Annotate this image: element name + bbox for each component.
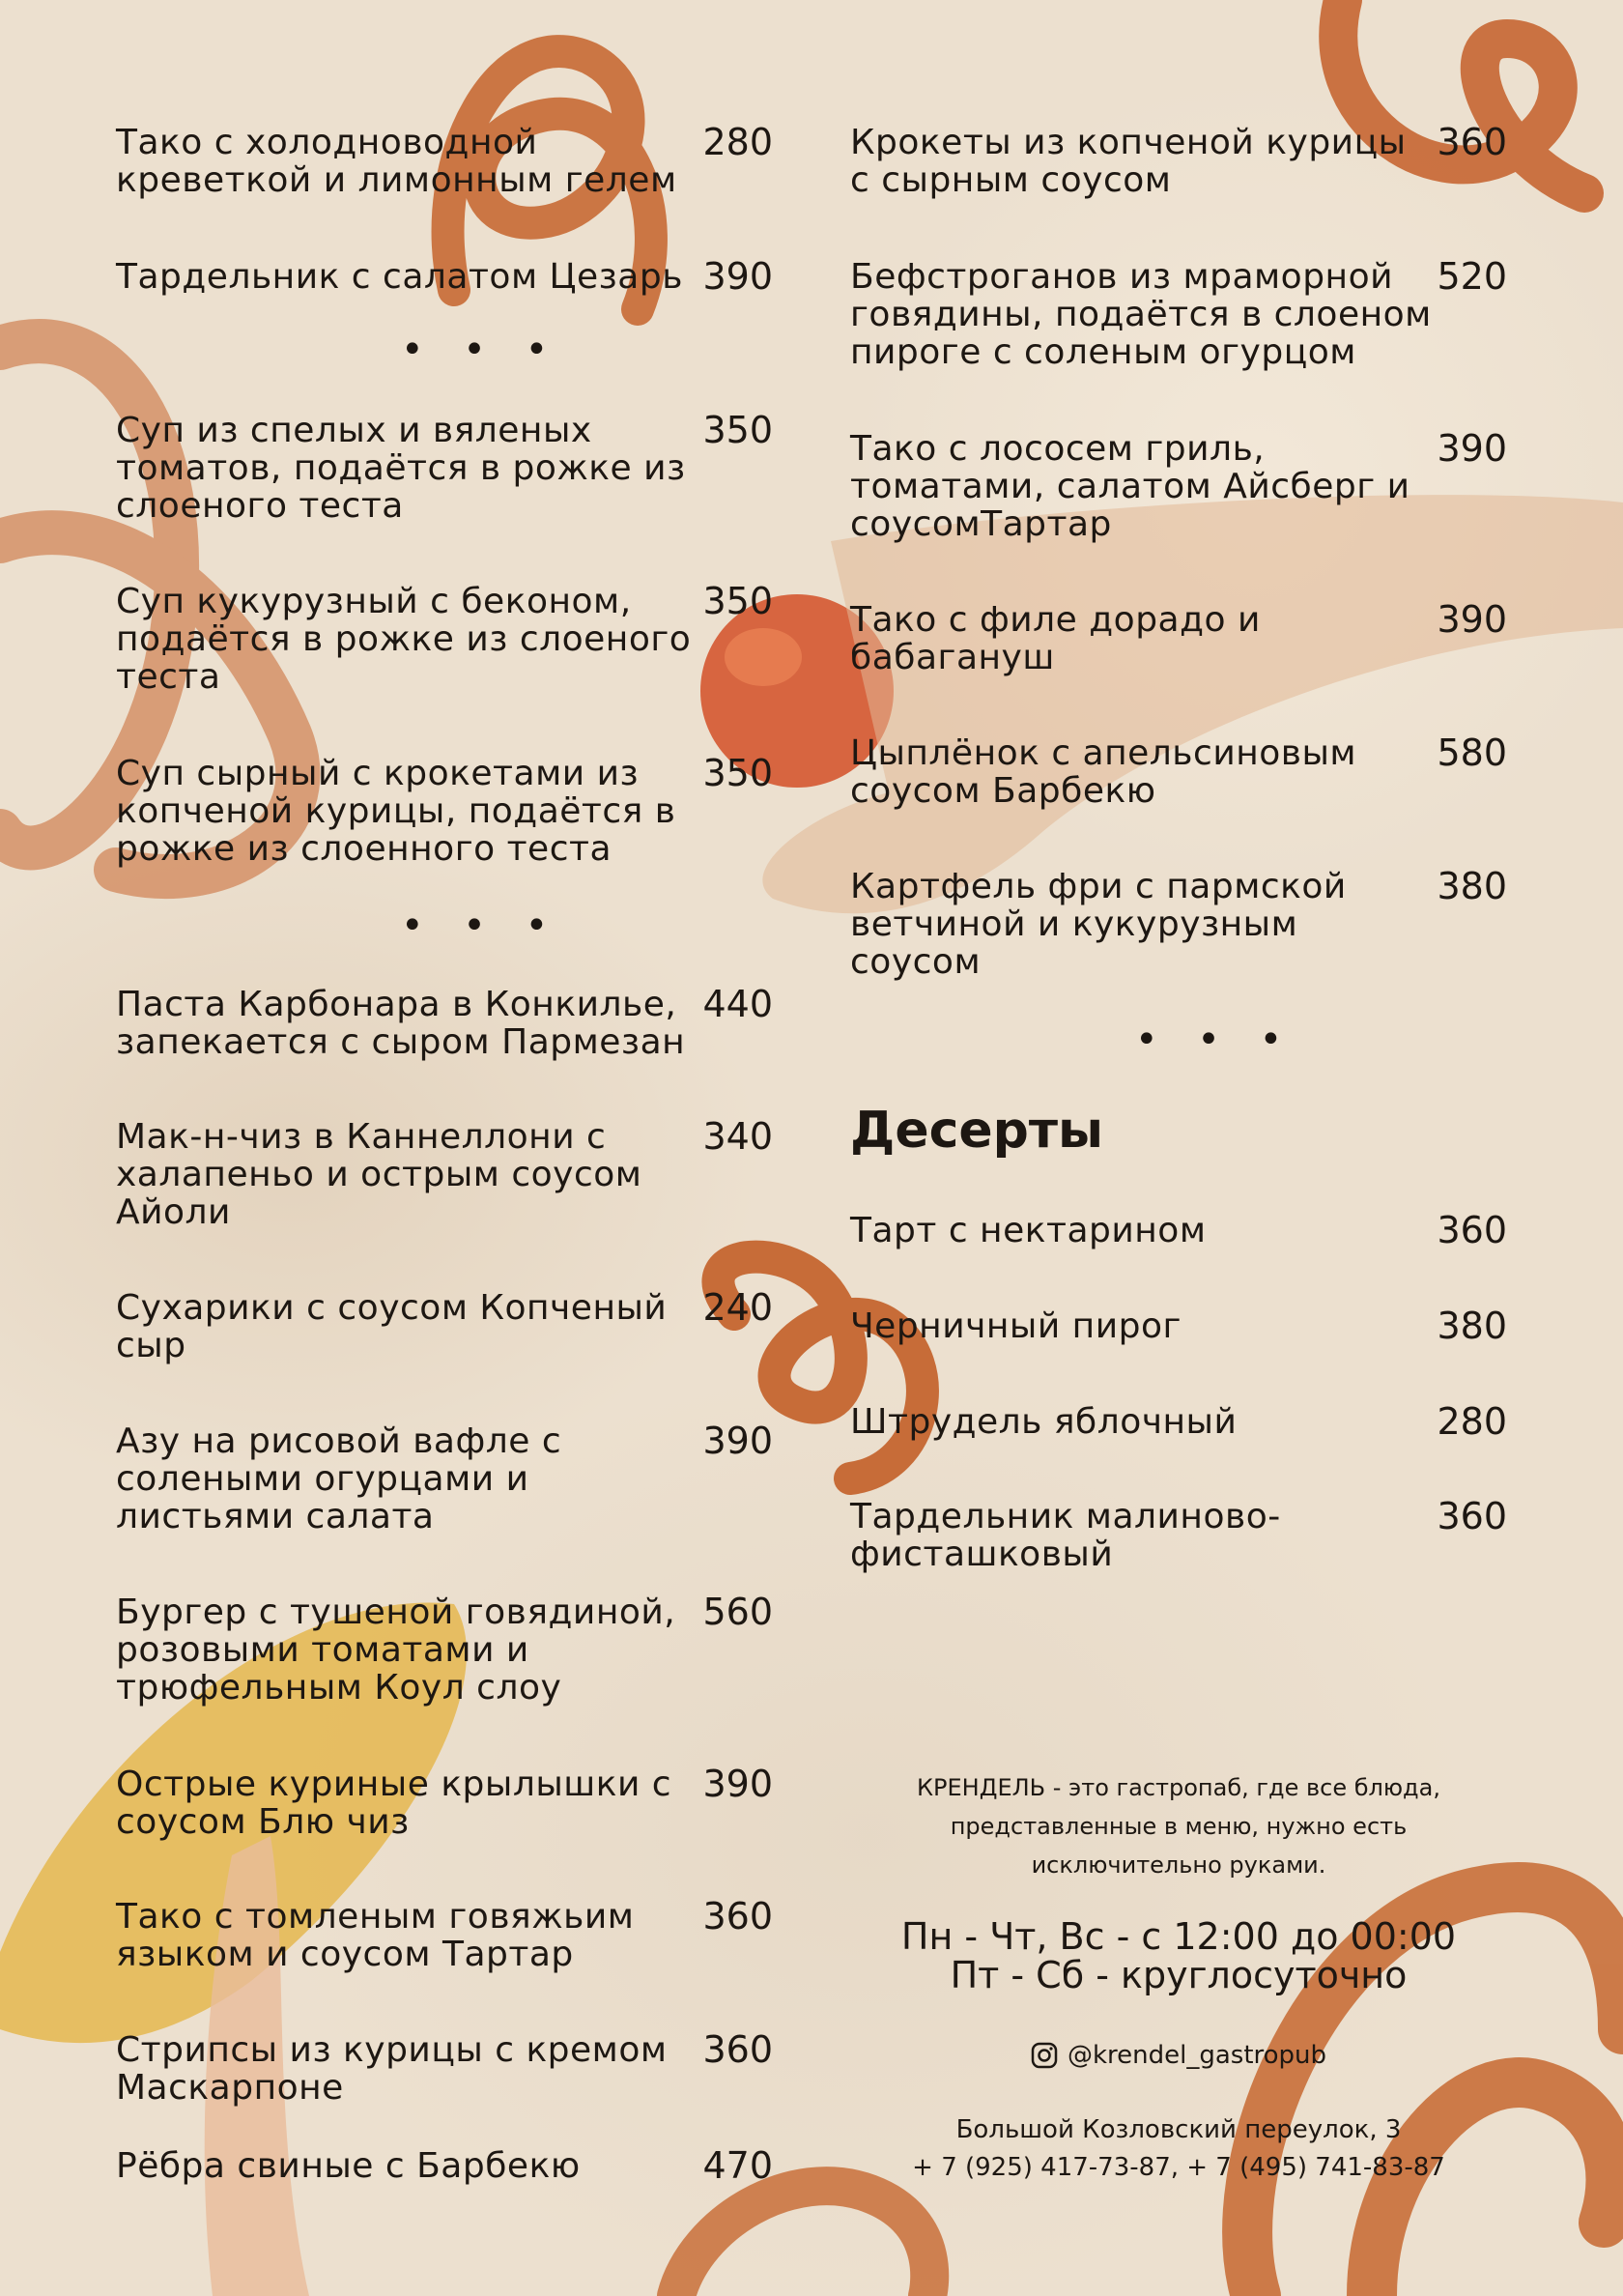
- hours-line: Пт - Сб - круглосуточно: [950, 1954, 1408, 1996]
- menu-item-name: Цыплёнок с апельсиновым соусом Барбекю: [850, 733, 1357, 811]
- menu-item-price: 340: [702, 1115, 773, 1158]
- menu-item-name: Крокеты из копченой курицы с сырным соусом: [850, 123, 1407, 200]
- menu-item-price: 350: [702, 752, 773, 794]
- desserts-title: Десерты: [850, 1102, 1104, 1160]
- about-line: исключительно руками.: [1031, 1851, 1326, 1879]
- about-line: КРЕНДЕЛЬ - это гастропаб, где все блюда,: [916, 1774, 1440, 1801]
- menu-item-name: Суп кукурузный с беконом, подаётся в рожке из слоеного теста: [116, 582, 692, 697]
- menu-item-name: Тако с филе дорадо и бабагануш: [850, 600, 1261, 677]
- instagram-handle: @krendel_gastropub: [1067, 2041, 1327, 2070]
- menu-item-name: Рёбра свиные с Барбекю: [116, 2146, 581, 2186]
- menu-item-name: Паста Карбонара в Конкилье, запекается с сыром Пармезан: [116, 985, 686, 1062]
- menu-item-price: 390: [1437, 598, 1507, 641]
- menu-item-price: 360: [1437, 121, 1507, 163]
- menu-item-name: Сухарики с соусом Копченый сыр: [116, 1288, 668, 1365]
- menu-item-name: Стрипсы из курицы с кремом Маскарпоне: [116, 2030, 668, 2108]
- hours-line: Пн - Чт, Вс - с 12:00 до 00:00: [900, 1915, 1457, 1958]
- menu-item-price: 390: [702, 1420, 773, 1462]
- menu-item-price: 390: [702, 1763, 773, 1805]
- separator: • • •: [401, 904, 562, 948]
- menu-item-price: 380: [1437, 1305, 1507, 1347]
- instagram-link[interactable]: [1031, 2036, 1326, 2075]
- menu-item-price: 580: [1437, 732, 1507, 774]
- instagram-icon: [1031, 2042, 1058, 2069]
- menu-item-name: Тардельник малиново- фисташковый: [850, 1497, 1281, 1574]
- opening-hours: [850, 1917, 1507, 1995]
- menu-item-price: 360: [702, 1895, 773, 1937]
- menu-item-name: Тако с томленым говяжьим языком и соусом Тартар: [116, 1897, 635, 1974]
- address: Большой Козловский переулок, 3: [955, 2115, 1402, 2144]
- menu-item-price: 360: [1437, 1209, 1507, 1251]
- menu-item-name: Тардельник с салатом Цезарь: [116, 257, 683, 297]
- menu-item-name: Тарт с нектарином: [850, 1211, 1207, 1250]
- menu-item-price: 390: [1437, 427, 1507, 470]
- menu-item-name: Острые куриные крылышки с соусом Блю чиз: [116, 1765, 672, 1842]
- menu-item-name: Суп сырный с крокетами из копченой курицы, подаётся в рожке из слоенного теста: [116, 754, 676, 869]
- contacts: [850, 2111, 1507, 2187]
- menu-item-price: 440: [702, 983, 773, 1025]
- menu-item-price: 520: [1437, 255, 1507, 298]
- menu-item-price: 360: [702, 2028, 773, 2071]
- menu-item-price: 280: [702, 121, 773, 163]
- menu-item-name: Азу на рисовой вафле с солеными огурцами и листьями салата: [116, 1421, 562, 1536]
- menu-item-name: Бефстроганов из мраморной говядины, подаётся в слоеном пироге с соленым огурцом: [850, 257, 1432, 372]
- menu-item-name: Штрудель яблочный: [850, 1402, 1238, 1442]
- menu-item-price: 350: [702, 409, 773, 451]
- about-text: [850, 1768, 1507, 1884]
- phone-numbers[interactable]: + 7 (925) 417-73-87, + 7 (495) 741-83-87: [912, 2153, 1445, 2182]
- menu-item-name: Тако с холодноводной креветкой и лимонным гелем: [116, 123, 677, 200]
- menu-item-price: 380: [1437, 865, 1507, 907]
- menu-item-name: Бургер с тушеной говядиной, розовыми томатами и трюфельным Коул слоу: [116, 1593, 676, 1708]
- menu-item-name: Суп из спелых и вяленых томатов, подаётся в рожке из слоеного теста: [116, 411, 686, 526]
- instagram-row: [850, 2036, 1507, 2075]
- menu-item-price: 390: [702, 255, 773, 298]
- menu-item-price: 280: [1437, 1400, 1507, 1443]
- menu-item-price: 560: [702, 1591, 773, 1633]
- menu-item-price: 240: [702, 1286, 773, 1329]
- menu-item-name: Картфель фри с пармской ветчиной и кукурузным соусом: [850, 867, 1347, 982]
- menu-item-price: 360: [1437, 1495, 1507, 1537]
- separator: • • •: [401, 328, 562, 372]
- separator: • • •: [1135, 1018, 1296, 1062]
- menu-item-name: Черничный пирог: [850, 1306, 1182, 1346]
- menu-item-price: 470: [702, 2144, 773, 2187]
- menu-item-price: 350: [702, 580, 773, 622]
- menu-item-name: Мак-н-чиз в Каннеллони с халапеньо и острым соусом Айоли: [116, 1117, 642, 1232]
- hand-image: [762, 495, 1623, 913]
- menu-item-name: Тако с лососем гриль, томатами, салатом Айсберг и соусомТартар: [850, 429, 1410, 544]
- about-line: представленные в меню, нужно есть: [950, 1813, 1408, 1840]
